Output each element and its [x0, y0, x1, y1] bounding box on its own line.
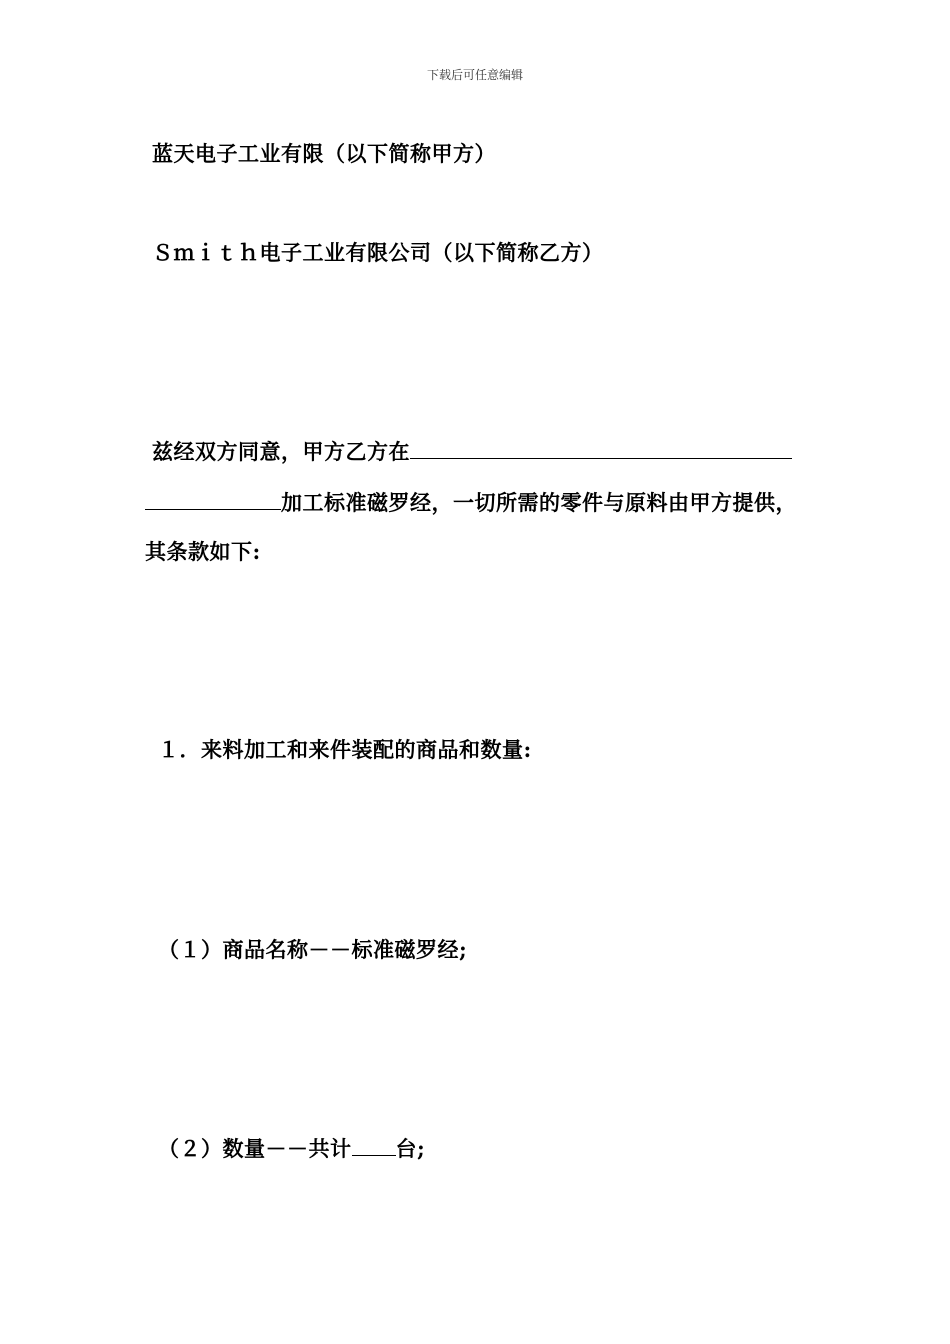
clause-1-item-2	[158, 1133, 425, 1163]
quantity-label: （２）数量－－共计	[158, 1136, 352, 1161]
party-a-line: 蓝天电子工业有限（以下简称甲方）	[152, 141, 496, 166]
page-header-note: 下载后可任意编辑	[426, 68, 523, 82]
fill-in-blank-location-continued	[145, 489, 281, 510]
preamble-text-1: 兹经双方同意，甲方乙方在	[152, 439, 410, 464]
preamble-line-1	[152, 436, 792, 466]
fill-in-blank-quantity	[352, 1135, 396, 1156]
fill-in-blank-location	[410, 438, 792, 459]
quantity-unit: 台;	[395, 1136, 426, 1161]
clause-1-item-1: （１）商品名称－－标准磁罗经;	[158, 937, 468, 962]
clause-1-heading: １．来料加工和来件装配的商品和数量:	[158, 737, 532, 762]
preamble-line-2	[145, 487, 797, 517]
party-b-line: Ｓｍｉｔｈ电子工业有限公司（以下简称乙方）	[152, 240, 604, 265]
preamble-text-2: 加工标准磁罗经，一切所需的零件与原料由甲方提供，	[281, 490, 797, 515]
preamble-line-3: 其条款如下:	[145, 539, 261, 564]
